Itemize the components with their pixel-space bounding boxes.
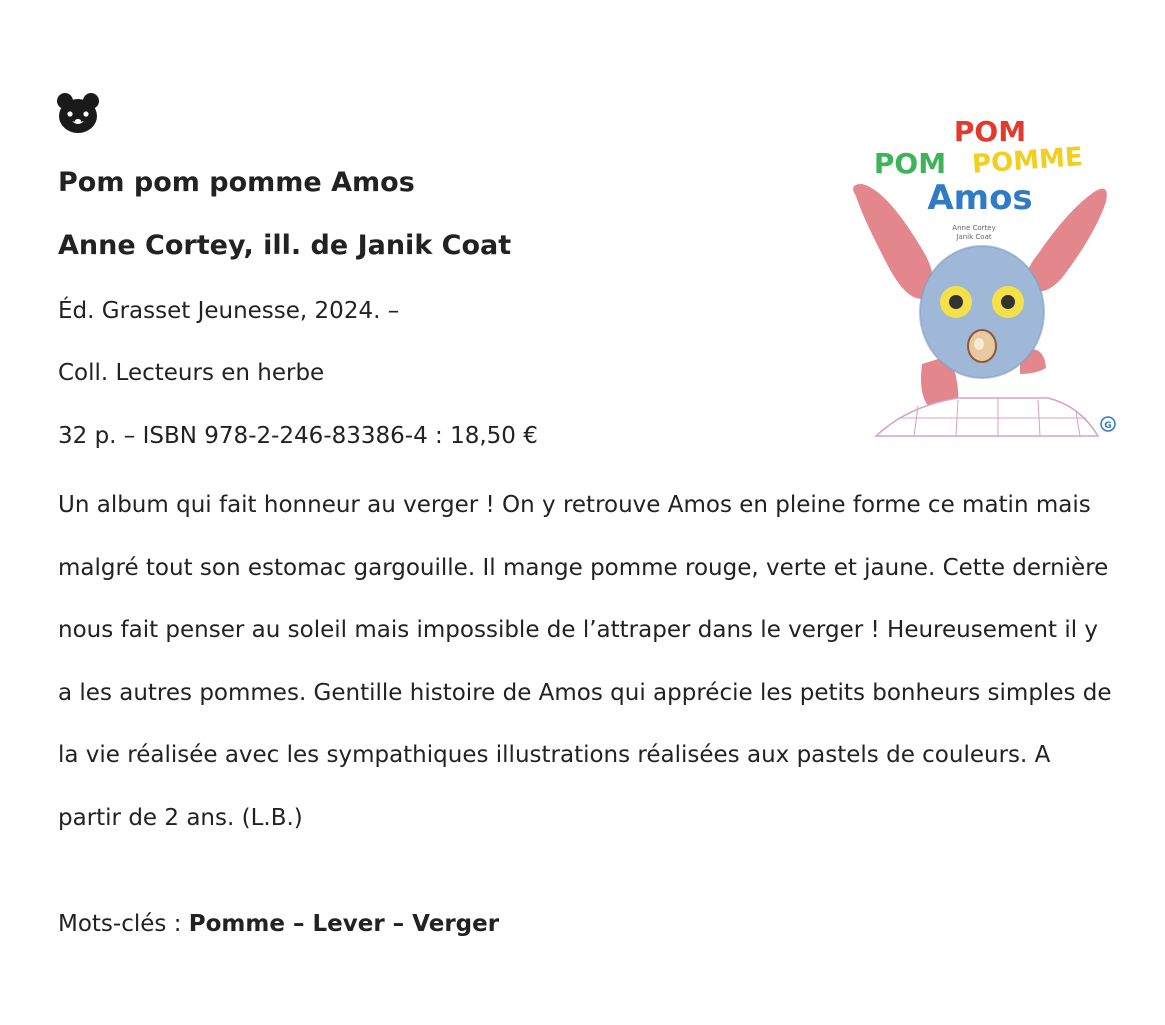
cover-author-1: Anne Cortey	[952, 224, 996, 232]
keywords-label: Mots-clés :	[58, 911, 189, 937]
cover-title-pom: POM	[953, 115, 1027, 148]
book-authors: Anne Cortey, ill. de Janik Coat	[58, 230, 512, 261]
cover-title-pom-2: POM	[873, 147, 947, 180]
keywords	[58, 906, 499, 942]
cover-title-amos: Amos	[927, 178, 1033, 218]
book-details: 32 p. – ISBN 978-2-246-83386-4 : 18,50 €	[58, 423, 538, 449]
review-text: Un album qui fait honneur au verger ! On y retrouve Amos en pleine forme ce matin mais malgré tout son estomac gargouille. Il mange pomme rouge, verte et jaune. Cette dernière nous fait penser au soleil mais impossible de l’attraper dans le verger ! Heureusement il y a les autres pommes. Gentille histoire de Amos qui apprécie les petits bonheurs simples de la vie réalisée avec les sympathiques illustrations réalisées aux pastels de couleurs. A partir de 2 ans. (L.B.)	[58, 492, 1112, 831]
keywords-values: Pomme – Lever – Verger	[188, 911, 500, 937]
bear-icon	[56, 92, 100, 134]
publisher-logo-letter: G	[1104, 421, 1112, 431]
book-edition: Éd. Grasset Jeunesse, 2024. –	[58, 298, 400, 324]
cover-title-pomme: POMME	[971, 142, 1084, 180]
book-title: Pom pom pomme Amos	[58, 167, 415, 198]
book-collection: Coll. Lecteurs en herbe	[58, 360, 325, 386]
cover-author-2: Janik Coat	[956, 233, 992, 241]
book-cover	[848, 106, 1120, 446]
